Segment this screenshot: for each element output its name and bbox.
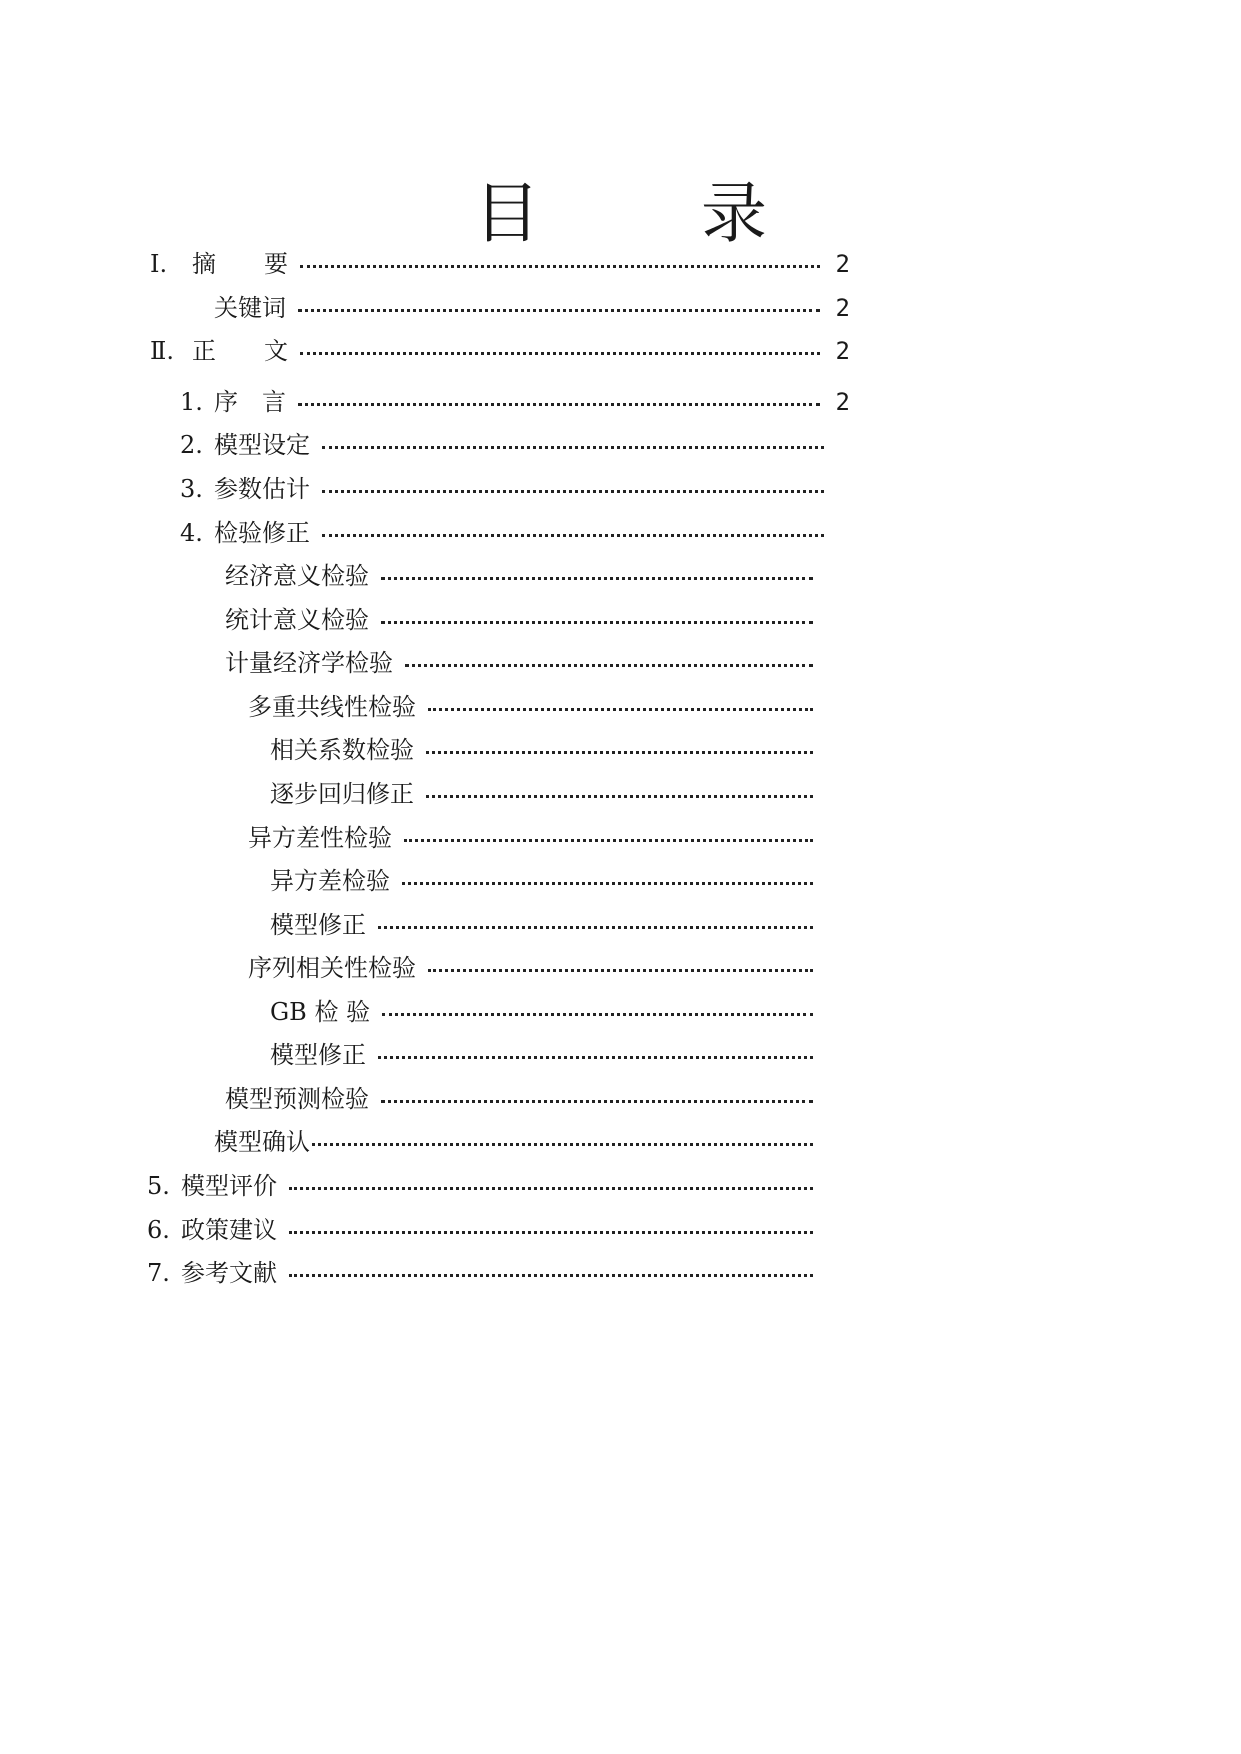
toc-entry[interactable] — [225, 1083, 819, 1115]
toc-entry[interactable] — [225, 560, 819, 592]
dot-leader — [382, 996, 813, 1028]
dot-leader — [405, 647, 813, 679]
toc-entry-label: 模型修正 — [270, 911, 366, 939]
dot-leader — [402, 865, 813, 897]
toc-entry-page: 2 — [835, 294, 850, 322]
toc-entry-page: 2 — [835, 337, 850, 365]
toc-entry-label: 经济意义检验 — [225, 562, 369, 590]
toc-entry-label: 计量经济学检验 — [225, 649, 393, 677]
toc-entry[interactable] — [248, 952, 819, 984]
dot-leader — [378, 909, 813, 941]
toc-entry[interactable] — [270, 996, 819, 1028]
dot-leader — [426, 778, 813, 810]
toc-entry-number: 6. — [147, 1216, 170, 1244]
toc-entry[interactable] — [225, 647, 819, 679]
toc-entry[interactable] — [150, 335, 850, 367]
toc-entry-label: 模型设定 — [214, 431, 310, 459]
toc-entry-label: 模型评价 — [181, 1172, 277, 1200]
toc-entry[interactable] — [180, 429, 830, 461]
toc-entry-label: 关键词 — [214, 294, 286, 322]
dot-leader — [298, 386, 820, 418]
toc-entry-label: 正 文 — [192, 337, 288, 365]
toc-entry[interactable] — [180, 517, 830, 549]
toc-entry-page: 2 — [835, 388, 850, 416]
dot-leader — [428, 691, 813, 723]
toc-entry-label: 逐步回归修正 — [270, 780, 414, 808]
toc-entry-label: 多重共线性检验 — [248, 693, 416, 721]
toc-entry-label: 相关系数检验 — [270, 736, 414, 764]
toc-entry-label: 模型预测检验 — [225, 1085, 369, 1113]
dot-leader — [322, 473, 824, 505]
toc-entry[interactable] — [248, 822, 819, 854]
toc-entry-label: 序列相关性检验 — [248, 954, 416, 982]
toc-entry[interactable] — [270, 865, 819, 897]
toc-entry-number: 5. — [147, 1172, 170, 1200]
toc-entry-number: 7. — [147, 1259, 170, 1287]
dot-leader — [300, 248, 820, 280]
toc-entry-label: 异方差性检验 — [248, 824, 392, 852]
dot-leader — [298, 292, 820, 324]
toc-entry[interactable] — [270, 734, 819, 766]
toc-entry-page: 2 — [835, 250, 850, 278]
toc-entry[interactable] — [147, 1170, 819, 1202]
toc-entry-label: 异方差检验 — [270, 867, 390, 895]
toc-entry[interactable] — [180, 473, 830, 505]
toc-entry-number: Ⅱ. — [150, 337, 174, 365]
toc-entry-label: 摘 要 — [192, 250, 288, 278]
toc-entry[interactable] — [180, 386, 850, 418]
toc-entry[interactable] — [214, 1126, 819, 1158]
toc-entry-label: GB 检 验 — [270, 998, 371, 1026]
toc-entry-label: 检验修正 — [214, 519, 310, 547]
toc-entry[interactable] — [214, 292, 850, 324]
dot-leader — [300, 335, 820, 367]
dot-leader — [322, 517, 824, 549]
dot-leader — [381, 604, 813, 636]
dot-leader — [312, 1126, 813, 1158]
toc-entry-label: 模型修正 — [270, 1041, 366, 1069]
toc-entry-number: 2. — [180, 431, 203, 459]
toc-entry-label: 统计意义检验 — [225, 606, 369, 634]
toc-entry-number: Ⅰ. — [150, 250, 168, 278]
toc-entry[interactable] — [147, 1257, 819, 1289]
dot-leader — [289, 1170, 813, 1202]
toc-entry-number: 4. — [180, 519, 203, 547]
dot-leader — [378, 1039, 813, 1071]
toc-entry-label: 政策建议 — [181, 1216, 277, 1244]
dot-leader — [289, 1257, 813, 1289]
toc-entry[interactable] — [270, 778, 819, 810]
dot-leader — [428, 952, 813, 984]
toc-entry[interactable] — [225, 604, 819, 636]
toc-entry[interactable] — [248, 691, 819, 723]
toc-entry[interactable] — [270, 1039, 819, 1071]
toc-entry-label: 模型确认 — [214, 1128, 310, 1156]
toc-entry-number: 1. — [180, 388, 203, 416]
dot-leader — [381, 560, 813, 592]
dot-leader — [426, 734, 813, 766]
toc-entry-label: 参考文献 — [181, 1259, 277, 1287]
dot-leader — [289, 1214, 813, 1246]
dot-leader — [404, 822, 813, 854]
toc-entry[interactable] — [150, 248, 850, 280]
toc-entry-label: 参数估计 — [214, 475, 310, 503]
toc-title: 目 录 — [474, 175, 837, 252]
toc-entry-label: 序 言 — [214, 388, 286, 416]
dot-leader — [322, 429, 824, 461]
toc-entry-number: 3. — [180, 475, 203, 503]
dot-leader — [381, 1083, 813, 1115]
toc-entry[interactable] — [270, 909, 819, 941]
toc-entry[interactable] — [147, 1214, 819, 1246]
